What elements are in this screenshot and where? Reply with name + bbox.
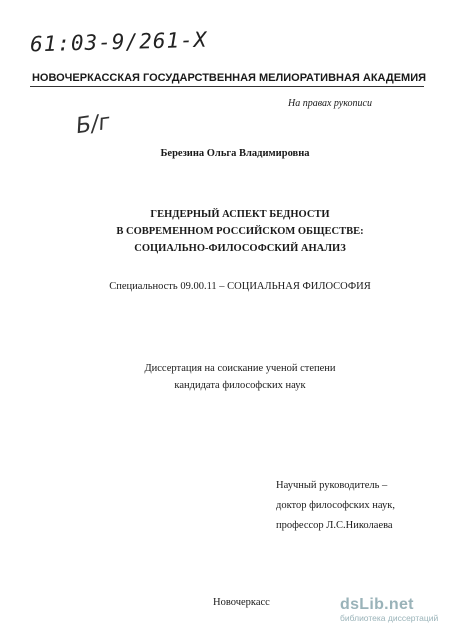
scientific-advisor	[276, 476, 395, 536]
dissertation-title	[0, 206, 450, 257]
degree-line: кандидата философских наук	[174, 380, 306, 391]
title-line: ГЕНДЕРНЫЙ АСПЕКТ БЕДНОСТИ	[150, 209, 330, 220]
title-line: В СОВРЕМЕННОМ РОССИЙСКОМ ОБЩЕСТВЕ:	[116, 226, 364, 237]
specialty: Специальность 09.00.11 – СОЦИАЛЬНАЯ ФИЛОСОФИЯ	[109, 281, 371, 292]
title-line: СОЦИАЛЬНО-ФИЛОСОФСКИЙ АНАЛИЗ	[134, 243, 346, 254]
library-stamp-mark: Б/г	[74, 109, 112, 140]
watermark-subtitle: библиотека диссертаций	[340, 613, 439, 623]
author-name: Березина Ольга Владимировна	[160, 148, 310, 159]
dslib-watermark	[340, 596, 438, 623]
city: Новочеркасс	[213, 597, 270, 608]
watermark-logo: dsLib.net	[340, 596, 414, 613]
advisor-line: Научный руководитель –	[276, 480, 388, 491]
degree-statement	[0, 360, 450, 394]
degree-line: Диссертация на соискание ученой степени	[144, 363, 336, 374]
advisor-line: профессор Л.С.Николаева	[276, 520, 393, 531]
catalog-number-handwritten: 61:03-9/261-Х	[29, 27, 208, 57]
rights-note: На правах рукописи	[288, 98, 372, 109]
advisor-line: доктор философских наук,	[276, 500, 395, 511]
organization-name: НОВОЧЕРКАССКАЯ ГОСУДАРСТВЕННАЯ МЕЛИОРАТИВНАЯ АКАДЕМИЯ	[31, 72, 427, 84]
header-divider	[30, 86, 424, 87]
